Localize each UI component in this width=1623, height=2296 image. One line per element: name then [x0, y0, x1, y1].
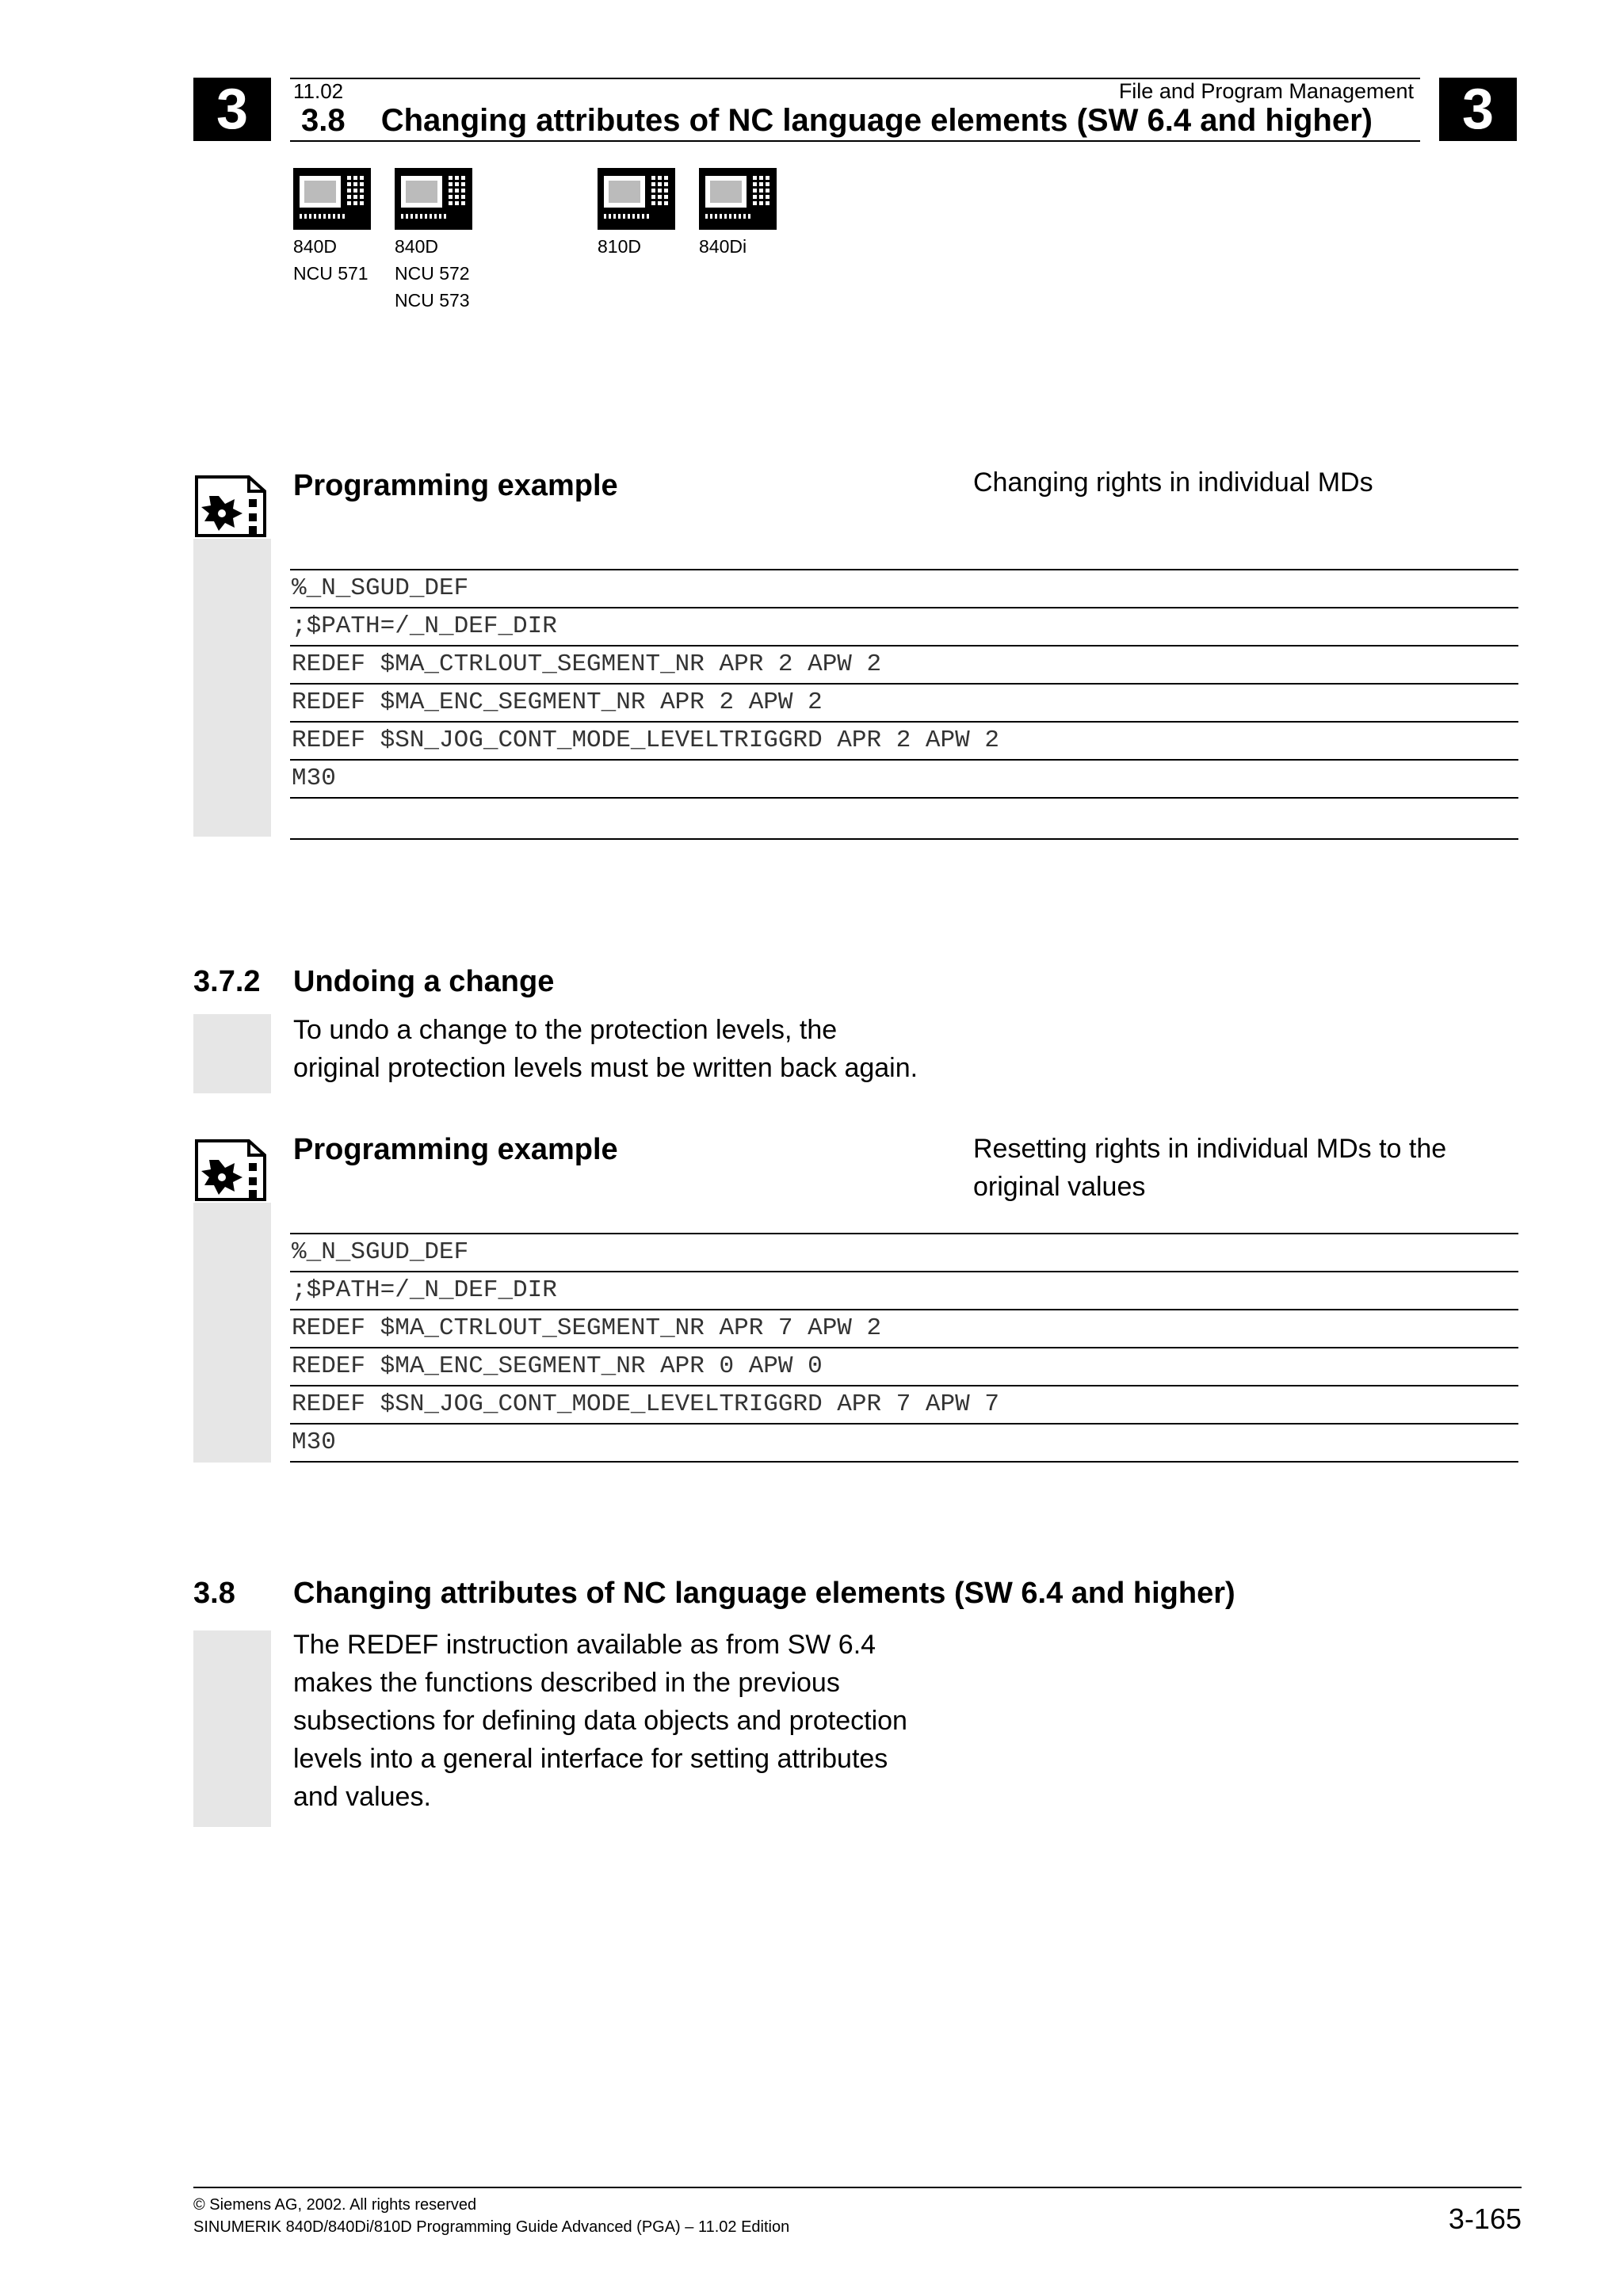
chapter-marker-left — [193, 78, 271, 141]
header-date: 11.02 — [293, 79, 344, 103]
text-line: original values — [973, 1172, 1146, 1202]
chapter-marker-right — [1439, 78, 1517, 141]
sidebar-bar — [193, 1630, 271, 1827]
cnc-controller-icon — [395, 168, 472, 230]
chapter-number: 3 — [1461, 78, 1495, 141]
sidebar-bar — [193, 1014, 271, 1093]
header-section — [301, 103, 1373, 139]
header-chapter-title: File and Program Management — [1118, 79, 1414, 103]
code-line: REDEF $MA_CTRLOUT_SEGMENT_NR APR 2 APW 2 — [292, 650, 882, 678]
example1-title: Programming example — [293, 469, 618, 502]
device-label: 840D — [395, 236, 438, 257]
header-section-number: 3.8 — [301, 103, 346, 138]
code-line: REDEF $MA_ENC_SEGMENT_NR APR 2 APW 2 — [292, 688, 823, 716]
programming-example-icon — [193, 1136, 271, 1203]
device-label: NCU 572 — [395, 263, 470, 284]
text-line: and values. — [293, 1782, 431, 1812]
footer-rule — [193, 2187, 1522, 2188]
code-line: %_N_SGUD_DEF — [292, 574, 469, 602]
text-line: To undo a change to the protection levels, the — [293, 1015, 838, 1045]
programming-example-icon — [193, 472, 271, 539]
section-38-title: Changing attributes of NC language elements (SW 6.4 and higher) — [293, 1577, 1235, 1610]
section-372-title: Undoing a change — [293, 965, 555, 998]
cnc-controller-icon — [598, 168, 675, 230]
code-line: REDEF $SN_JOG_CONT_MODE_LEVELTRIGGRD APR 2 APW 2 — [292, 727, 999, 754]
code-line-rule — [290, 1461, 1518, 1463]
device-label: 840Di — [699, 236, 747, 257]
header-bottom-rule — [290, 140, 1420, 142]
footer-page-number: 3-165 — [1448, 2203, 1522, 2235]
example1-description: Changing rights in individual MDs — [973, 467, 1373, 498]
section-38-text — [293, 1626, 907, 1816]
example2-description — [973, 1130, 1446, 1206]
code-line-rule — [290, 797, 1518, 799]
code-line: REDEF $MA_ENC_SEGMENT_NR APR 0 APW 0 — [292, 1352, 823, 1380]
section-38-number: 3.8 — [193, 1577, 235, 1610]
device-label: 810D — [598, 236, 641, 257]
text-line: levels into a general interface for setting attributes — [293, 1744, 888, 1774]
code-block-1-end-rule — [290, 838, 1518, 840]
code-line: M30 — [292, 765, 336, 792]
text-line: makes the functions described in the previous — [293, 1668, 840, 1698]
code-line: M30 — [292, 1428, 336, 1456]
code-line: ;$PATH=/_N_DEF_DIR — [292, 1276, 557, 1304]
code-line: REDEF $SN_JOG_CONT_MODE_LEVELTRIGGRD APR 7 APW 7 — [292, 1390, 999, 1418]
code-line: REDEF $MA_CTRLOUT_SEGMENT_NR APR 7 APW 2 — [292, 1314, 882, 1342]
text-line: Resetting rights in individual MDs to the — [973, 1134, 1447, 1164]
text-line: The REDEF instruction available as from SW 6.4 — [293, 1630, 876, 1660]
section-372-number: 3.7.2 — [193, 965, 261, 998]
code-line: ;$PATH=/_N_DEF_DIR — [292, 612, 557, 640]
cnc-controller-icon — [699, 168, 777, 230]
text-line: original protection levels must be written back again. — [293, 1053, 918, 1083]
text-line: subsections for defining data objects and protection — [293, 1706, 907, 1736]
footer-document: SINUMERIK 840D/840Di/810D Programming Guide Advanced (PGA) – 11.02 Edition — [193, 2218, 790, 2236]
device-label: 840D — [293, 236, 337, 257]
code-line: %_N_SGUD_DEF — [292, 1238, 469, 1266]
cnc-controller-icon — [293, 168, 371, 230]
chapter-number: 3 — [216, 78, 249, 141]
footer-copyright: © Siemens AG, 2002. All rights reserved — [193, 2196, 477, 2214]
section-372-text — [293, 1011, 918, 1087]
header-section-title: Changing attributes of NC language elements (SW 6.4 and higher) — [380, 103, 1373, 138]
example2-title: Programming example — [293, 1133, 618, 1166]
device-label: NCU 571 — [293, 263, 369, 284]
device-label: NCU 573 — [395, 290, 470, 311]
